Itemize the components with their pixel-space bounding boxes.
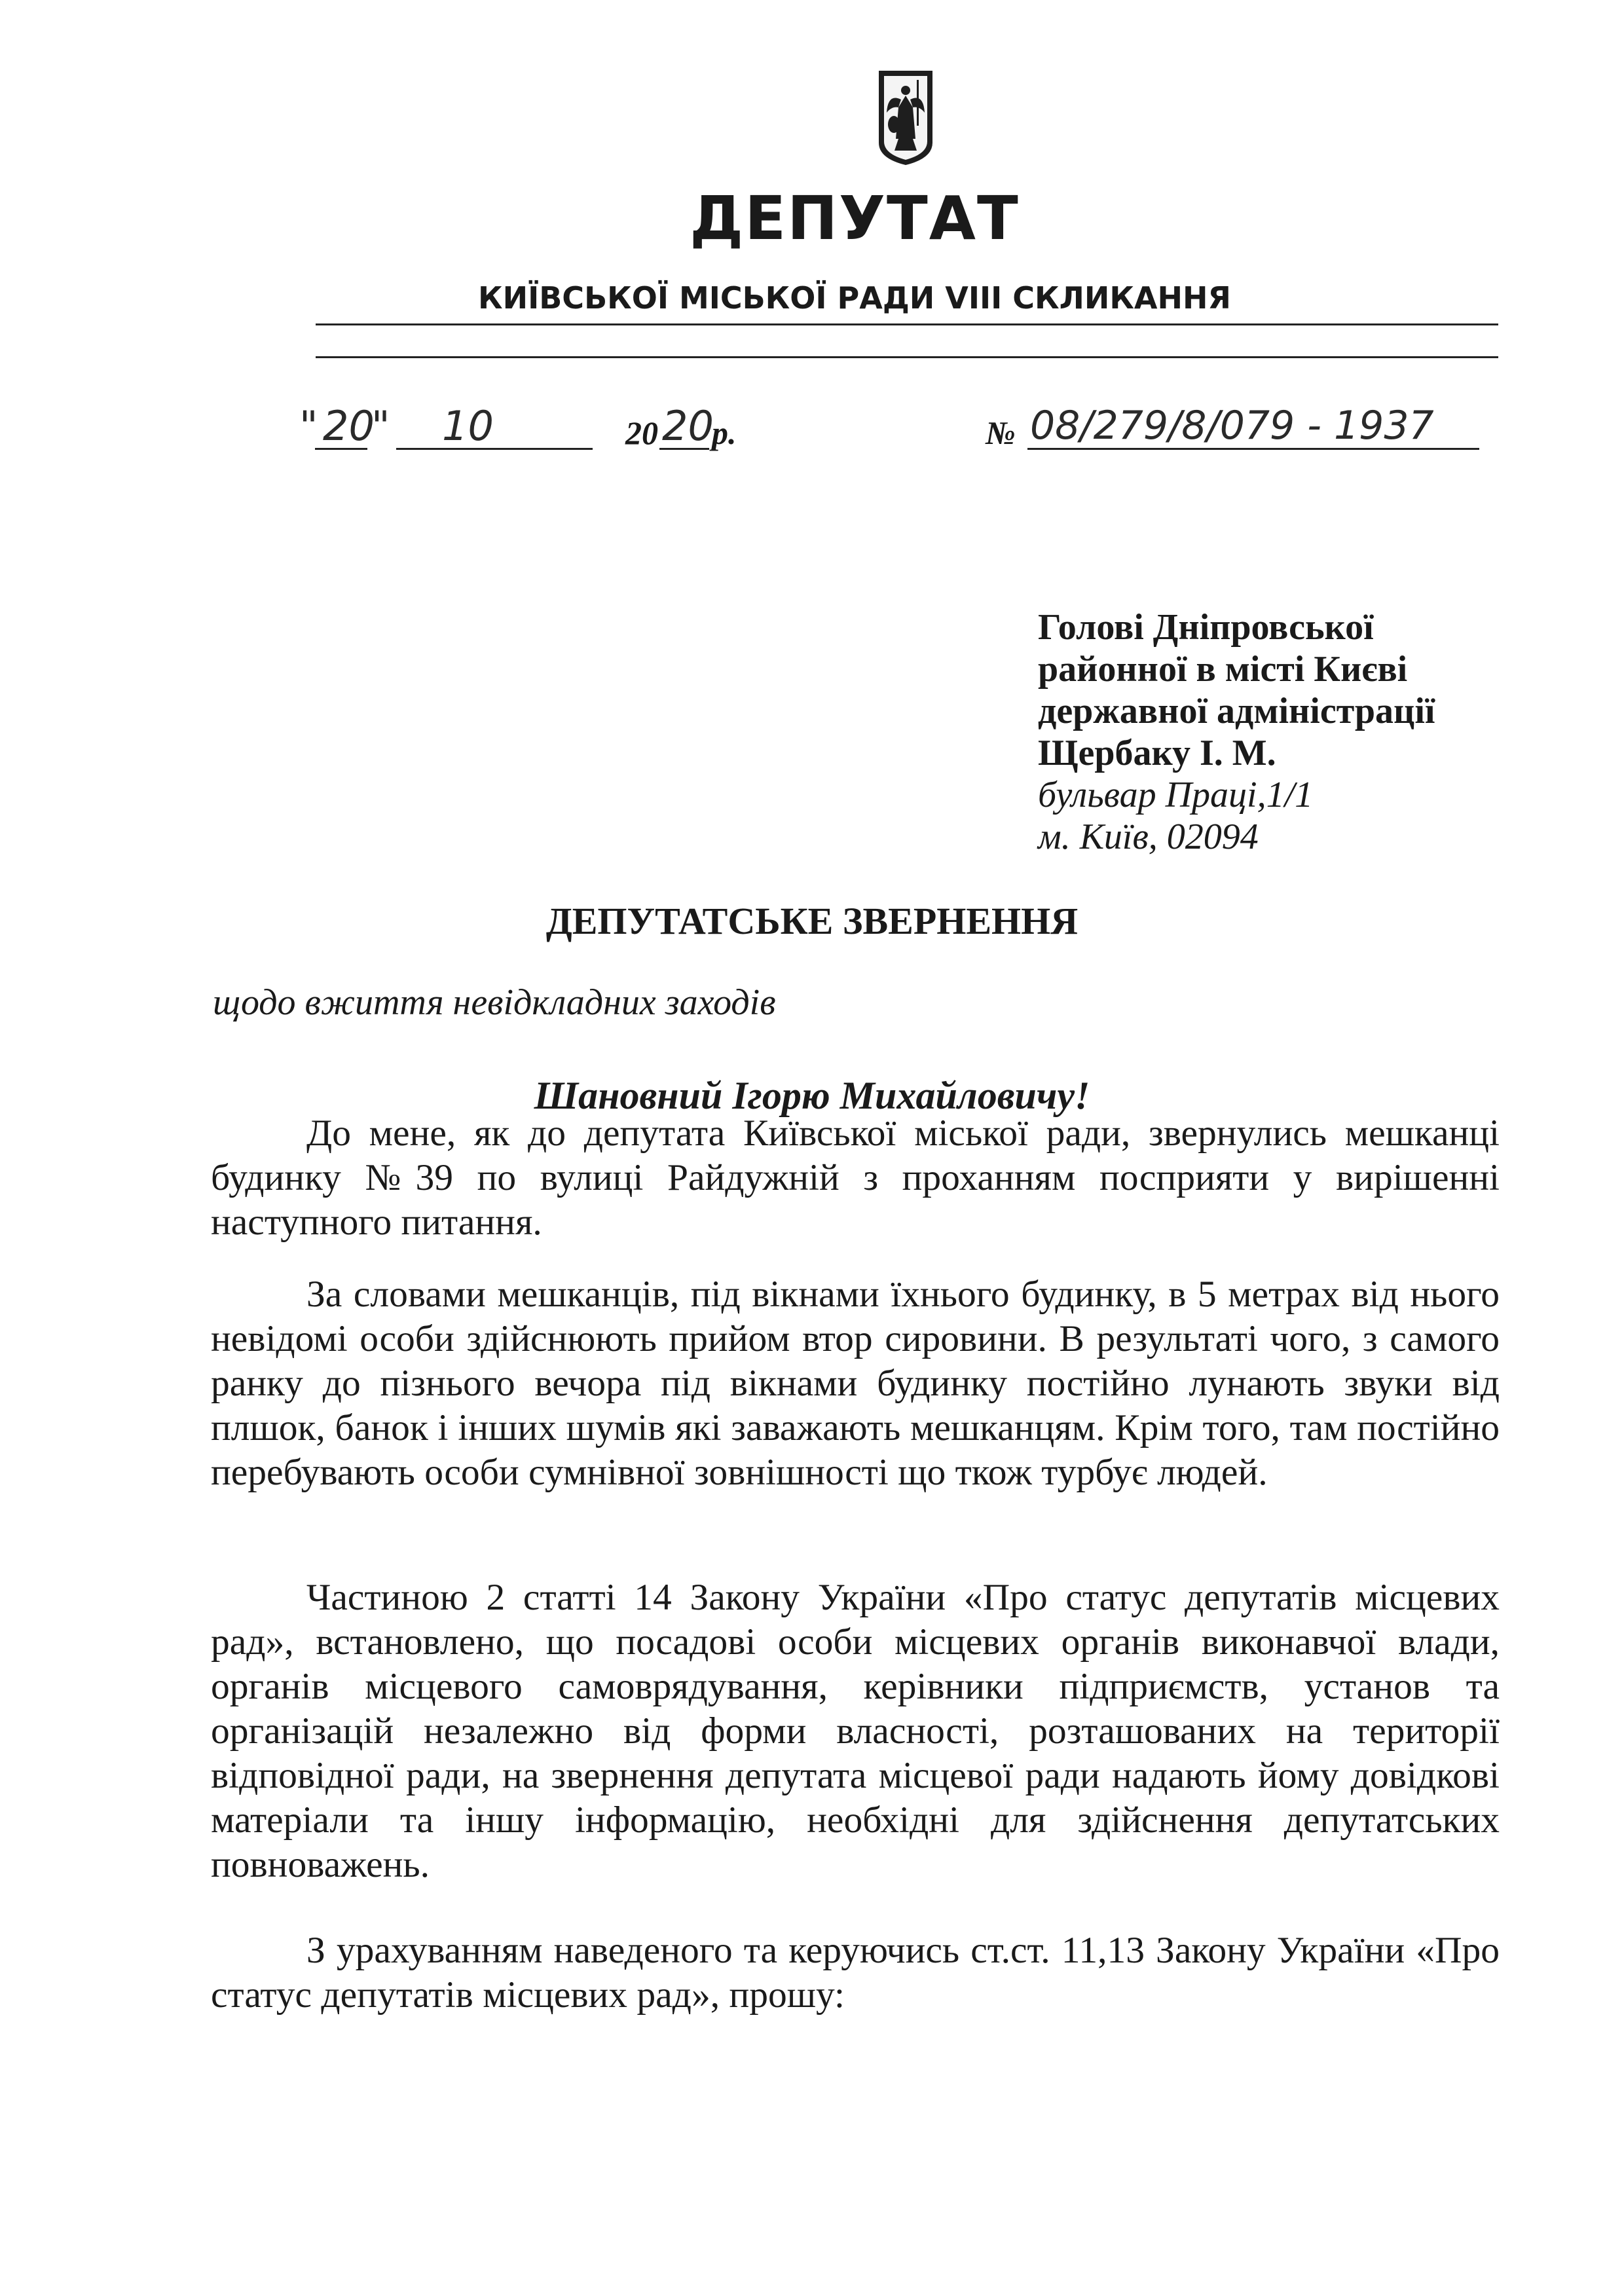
number-value: 08/279/8/079 - 1937 <box>1030 403 1434 449</box>
date-month: 10 <box>442 402 494 450</box>
letterhead-divider-bottom <box>316 356 1498 358</box>
body-paragraph-1: До мене, як до депутата Київської міської ради, звернулись мешканці будинку №39 по вулиці Райдужній з проханням посприяти у вирішенні наступного питання. <box>211 1113 1500 1243</box>
date-year-suffix: 20 <box>662 402 714 450</box>
body-paragraph-4: З урахуванням наведеного та керуючись ст.ст. 11,13 Закону України «Про статус депутатів місцевих рад», прошу: <box>211 1930 1500 2016</box>
registration-date <box>291 401 750 453</box>
addressee-line-3: державної адміністрації <box>1038 691 1435 731</box>
date-year-prefix: 20 <box>625 414 658 451</box>
addressee-line-2: районної в місті Києві <box>1038 649 1408 690</box>
date-year-underline <box>659 448 709 450</box>
addressee-street: бульвар Праці,1/1 <box>1038 775 1314 815</box>
letterhead-subtitle: КИЇВСЬКОЇ МІСЬКОЇ РАДИ VIII СКЛИКАННЯ <box>478 280 1231 316</box>
letterhead-title: ДЕПУТАТ <box>690 183 1020 253</box>
date-quote-close: " <box>371 402 390 450</box>
salutation: Шановний Ігорю Михайловичу! <box>534 1074 1090 1117</box>
document-subject: щодо вжиття невідкладних заходів <box>213 982 776 1023</box>
addressee-line-1: Голові Дніпровської <box>1038 607 1374 648</box>
kyiv-coat-of-arms-icon <box>876 67 935 168</box>
date-day-underline <box>315 448 367 450</box>
date-year-mark: р. <box>712 414 737 451</box>
body-paragraph-2: За словами мешканців, під вікнами їхнього будинку, в 5 метрах від нього невідомі особи здійснюють прийом втор сировини. В результаті чого, з самого ранку до пізнього вечора під вікнами будинку постійно лунають звуки від плшок, банок і інших шумів які заважають мешканцям. Крім того, там постійно перебувають особи сумнівної зовнішності що ткож турбує людей. <box>211 1274 1500 1493</box>
number-underline <box>1027 448 1479 450</box>
date-month-underline <box>396 448 593 450</box>
date-day: 20 <box>323 402 375 450</box>
number-prefix: № <box>986 414 1016 451</box>
registration-number <box>986 401 1483 453</box>
date-quote-open: " <box>299 402 318 450</box>
addressee-name: Щербаку І. М. <box>1038 733 1276 773</box>
letterhead-divider-top <box>316 323 1498 325</box>
document-title: ДЕПУТАТСЬКЕ ЗВЕРНЕННЯ <box>545 900 1079 942</box>
body-paragraph-3: Частиною 2 статті 14 Закону України «Про статус депутатів місцевих рад», встановлено, що посадові особи місцевих органів виконавчої влади, органів місцевого самоврядування, керівники підприємств, установ та організацій незалежно від форми власності, розташованих на території відповідної ради, на звернення депутата місцевої ради надають йому довідкові матеріали та іншу інформацію, необхідні для здійснення депутатських повноважень. <box>211 1577 1500 1885</box>
addressee-city: м. Київ, 02094 <box>1038 817 1259 857</box>
